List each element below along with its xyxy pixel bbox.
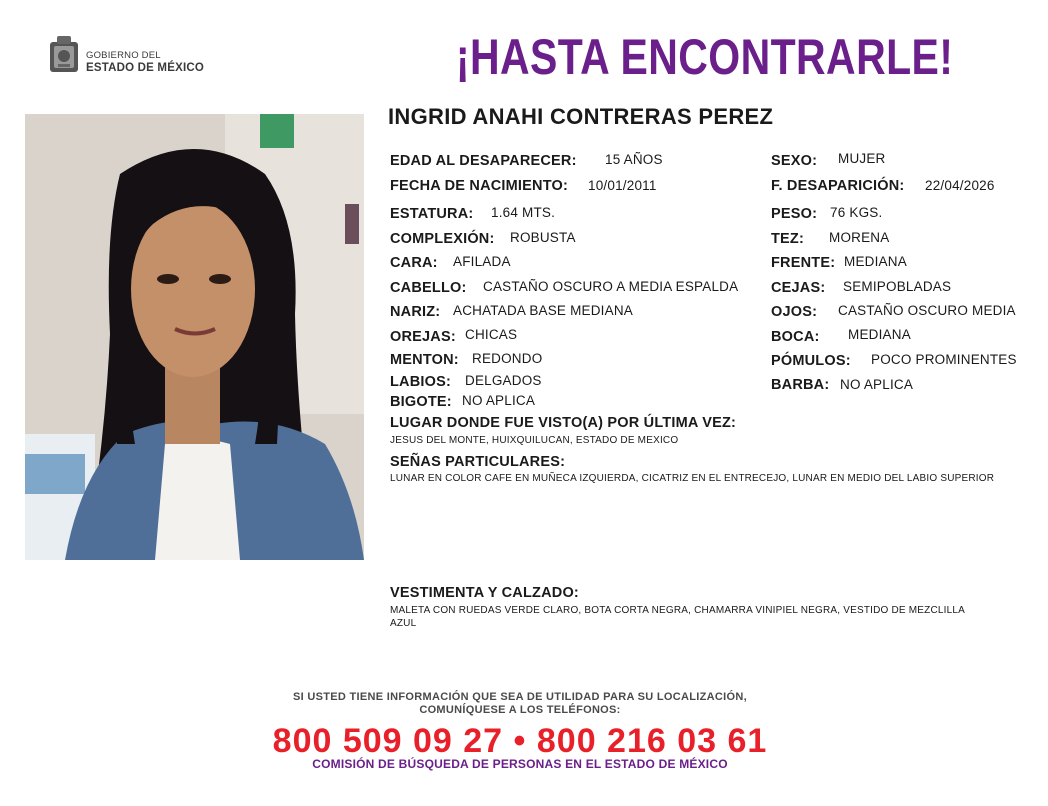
complexion-value: ROBUSTA [510,230,576,245]
bigote-label: BIGOTE: [390,394,452,410]
edad-value: 15 AÑOS [605,152,663,167]
nariz-value: ACHATADA BASE MEDIANA [453,303,633,318]
person-photo [25,114,364,560]
senas-value: LUNAR EN COLOR CAFE EN MUÑECA IZQUIERDA, CICATRIZ EN EL ENTRECEJO, LUNAR EN MEDIO DEL LABIO SUPERIOR [390,473,995,484]
ojos-label: OJOS: [771,304,818,320]
sexo-value: MUJER [838,151,886,166]
peso-label: PESO: [771,206,818,222]
state-seal-icon [48,36,80,76]
government-logo [48,36,208,80]
cejas-value: SEMIPOBLADAS [843,279,952,294]
logo-text-line1: GOBIERNO DEL [86,50,161,61]
nariz-label: NARIZ: [390,304,441,320]
menton-value: REDONDO [472,351,543,366]
lugar-label: LUGAR DONDE FUE VISTO(A) POR ÚLTIMA VEZ: [390,415,737,431]
vestimenta-label: VESTIMENTA Y CALZADO: [390,585,579,601]
senas-label: SEÑAS PARTICULARES: [390,454,566,470]
footer-note [200,691,840,717]
edad-label: EDAD AL DESAPARECER: [390,153,577,169]
orejas-value: CHICAS [465,327,518,342]
cara-label: CARA: [390,255,438,271]
pomulos-label: PÓMULOS: [771,353,851,369]
pomulos-value: POCO PROMINENTES [871,352,1017,367]
estatura-label: ESTATURA: [390,206,474,222]
desaparicion-value: 22/04/2026 [925,178,995,193]
barba-value: NO APLICA [840,377,914,392]
cabello-label: CABELLO: [390,280,467,296]
cara-value: AFILADA [453,254,511,269]
vestimenta-value-line2: AZUL [390,618,417,629]
labios-label: LABIOS: [390,374,452,390]
nacimiento-value: 10/01/2011 [588,178,657,193]
frente-label: FRENTE: [771,255,836,271]
commission-name: COMISIÓN DE BÚSQUEDA DE PERSONAS EN EL ESTADO DE MÉXICO [312,757,728,771]
person-name: INGRID ANAHI CONTRERAS PEREZ [388,104,774,129]
estatura-value: 1.64 MTS. [491,205,556,220]
ojos-value: CASTAÑO OSCURO MEDIA [838,303,1016,318]
bigote-value: NO APLICA [462,393,536,408]
desaparicion-label: F. DESAPARICIÓN: [771,178,905,194]
tez-value: MORENA [829,230,890,245]
cejas-label: CEJAS: [771,280,826,296]
peso-value: 76 KGS. [830,205,883,220]
cabello-value: CASTAÑO OSCURO A MEDIA ESPALDA [483,279,739,294]
vestimenta-value-line1: MALETA CON RUEDAS VERDE CLARO, BOTA CORTA NEGRA, CHAMARRA VINIPIEL NEGRA, VESTIDO DE MEZCLILLA [390,605,966,616]
frente-value: MEDIANA [844,254,907,269]
nacimiento-label: FECHA DE NACIMIENTO: [390,178,568,194]
lugar-value: JESUS DEL MONTE, HUIXQUILUCAN, ESTADO DE MEXICO [390,435,679,446]
menton-label: MENTON: [390,352,459,368]
complexion-label: COMPLEXIÓN: [390,231,495,247]
labios-value: DELGADOS [465,373,542,388]
footer-note-line1: SI USTED TIENE INFORMACIÓN QUE SEA DE UTILIDAD PARA SU LOCALIZACIÓN, [293,691,747,703]
tez-label: TEZ: [771,231,805,247]
barba-label: BARBA: [771,377,830,393]
sexo-label: SEXO: [771,153,818,169]
logo-text-line2: ESTADO DE MÉXICO [86,62,204,74]
orejas-label: OREJAS: [390,329,456,345]
boca-value: MEDIANA [848,327,911,342]
footer-note-line2: COMUNÍQUESE A LOS TELÉFONOS: [419,704,621,716]
boca-label: BOCA: [771,329,820,345]
headline: ¡HASTA ENCONTRARLE! [455,29,954,85]
person-photo-illustration [25,114,364,560]
phone-numbers: 800 509 09 27 • 800 216 03 61 [272,722,768,760]
